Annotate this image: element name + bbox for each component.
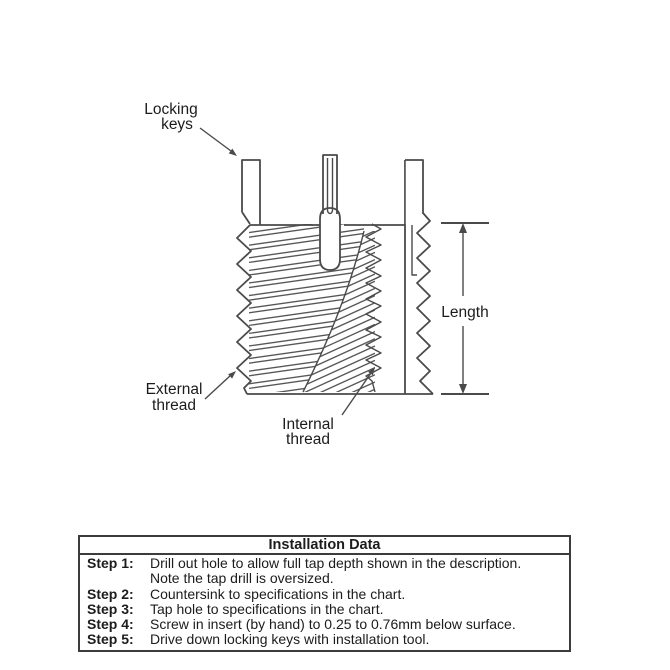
table-row xyxy=(80,571,569,586)
table-row xyxy=(80,617,569,632)
step-text: Countersink to specifications in the chart. xyxy=(150,585,406,602)
internal-thread-teeth xyxy=(366,224,381,392)
step-text: Drill out hole to allow full tap depth shown in the description. xyxy=(150,555,522,571)
step-label: Step 5: xyxy=(87,631,134,648)
table-body xyxy=(80,555,569,650)
step-label: Step 3: xyxy=(87,600,134,617)
external-thread-hatching xyxy=(246,216,366,401)
step-text: Screw in insert (by hand) to 0.25 to 0.76mm below surface. xyxy=(150,616,516,633)
left-locking-key xyxy=(242,160,260,225)
arrow-up-icon xyxy=(459,223,467,233)
table-title: Installation Data xyxy=(80,537,569,555)
internal-thread-label: Internal xyxy=(282,416,334,433)
step-text: Note the tap drill is oversized. xyxy=(150,570,334,587)
arrow-down-icon xyxy=(459,384,467,394)
external-thread-left-edge xyxy=(237,225,251,394)
internal-thread-label-line2: thread xyxy=(286,431,330,448)
external-thread-label-line2: thread xyxy=(152,397,196,414)
table-row xyxy=(80,587,569,602)
table-row xyxy=(80,556,569,571)
external-thread-right-edge xyxy=(417,213,433,394)
length-label: Length xyxy=(441,304,489,321)
locking-keys-label: Locking xyxy=(144,101,198,118)
locking-keys-label-line2: keys xyxy=(161,116,193,133)
table-row xyxy=(80,632,569,647)
right-locking-key xyxy=(405,160,423,224)
installation-data-table xyxy=(78,535,571,652)
step-label: Step 2: xyxy=(87,585,134,602)
step-text: Tap hole to specifications in the chart. xyxy=(150,600,384,617)
step-label: Step 4: xyxy=(87,616,134,633)
table-row xyxy=(80,602,569,617)
step-text: Drive down locking keys with installation tool. xyxy=(150,631,430,648)
middle-locking-key xyxy=(320,155,340,270)
external-thread-label: External xyxy=(145,381,203,398)
step-label xyxy=(87,571,150,586)
key-slot-lines xyxy=(412,225,417,275)
step-label: Step 1: xyxy=(87,555,134,571)
